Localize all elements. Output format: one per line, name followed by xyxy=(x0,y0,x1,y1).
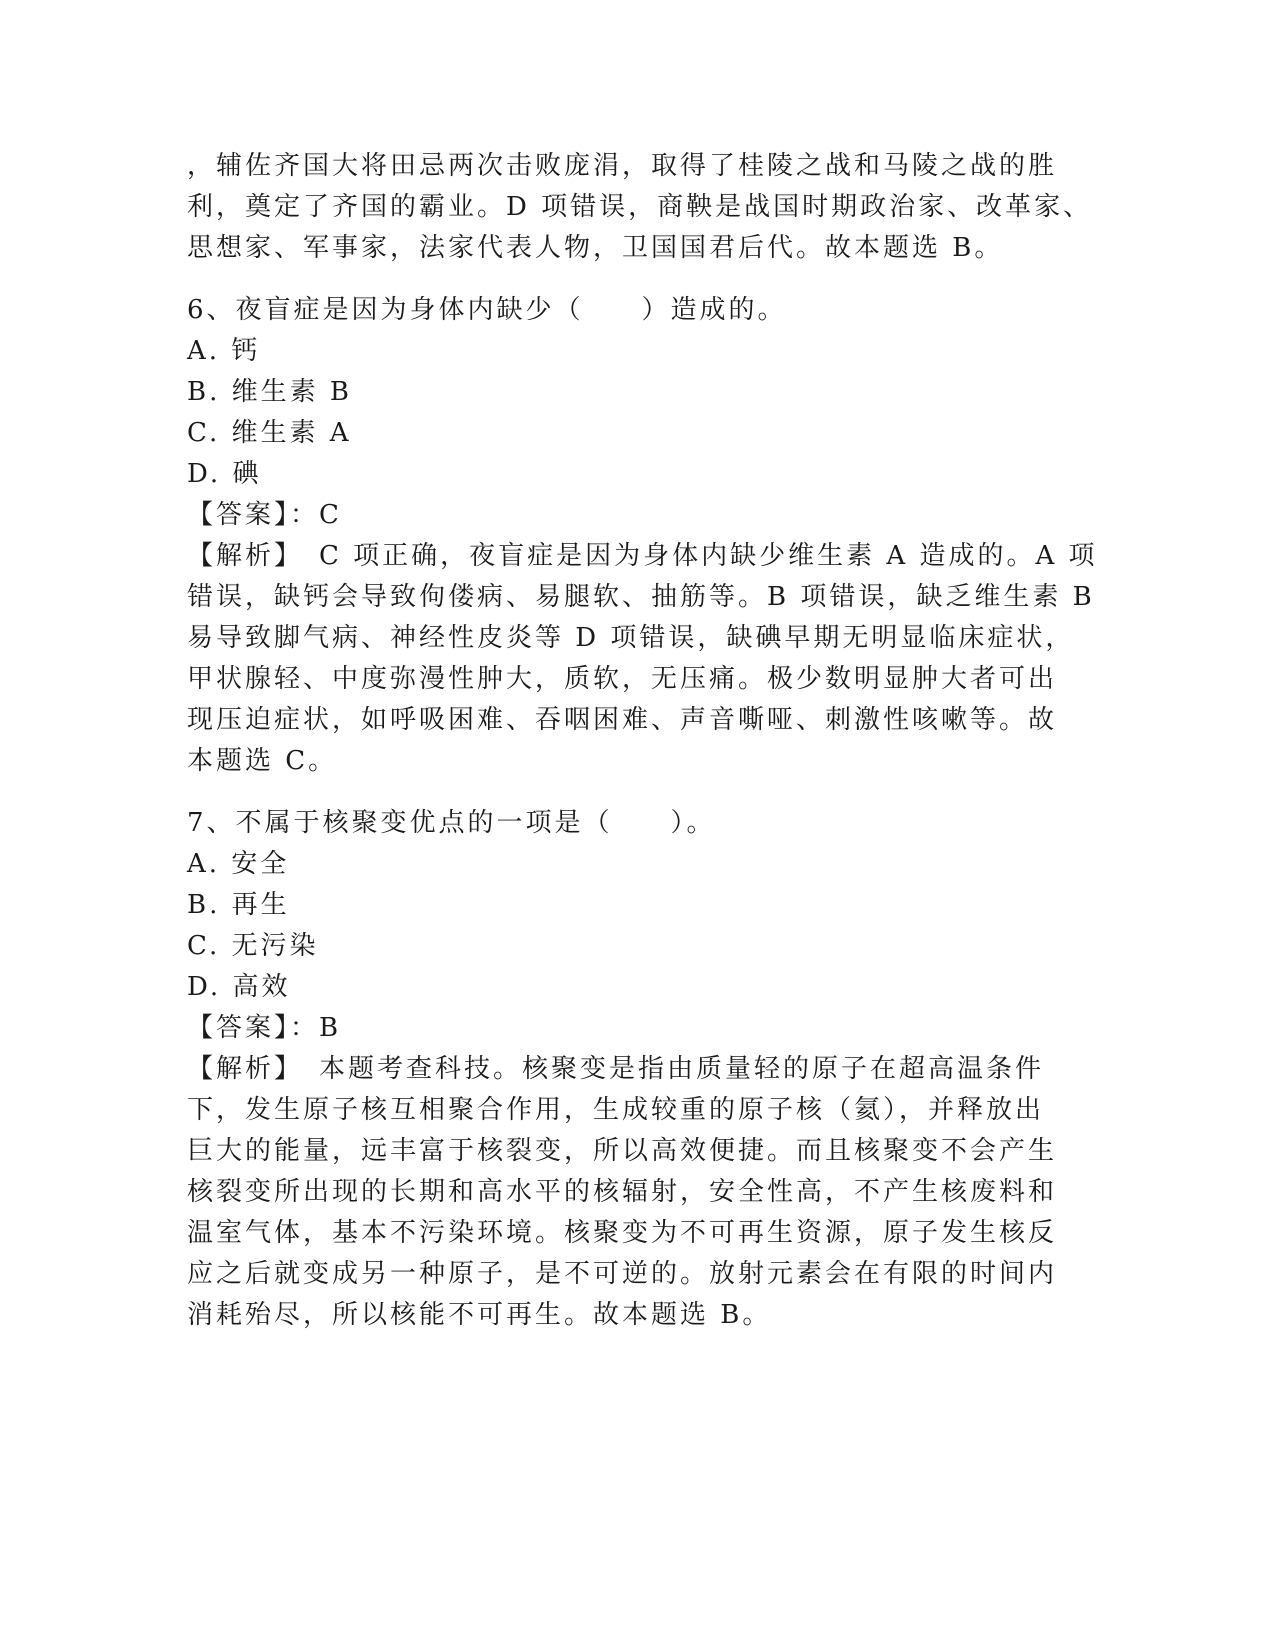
question-stem: 7、不属于核聚变优点的一项是（ ）。 xyxy=(187,808,716,838)
analysis-line: 易导致脚气病、神经性皮炎等 D 项错误，缺碘早期无明显临床症状， xyxy=(187,623,1075,653)
option-a: A. 钙 xyxy=(187,336,261,366)
option-b: B. 再生 xyxy=(187,890,290,920)
analysis-line: 错误，缺钙会导致佝偻病、易腿软、抽筋等。B 项错误，缺乏维生素 B xyxy=(187,582,1095,612)
analysis-line: 下，发生原子核互相聚合作用，生成较重的原子核（氦），并释放出 xyxy=(187,1095,1045,1125)
analysis-line: 巨大的能量，远丰富于核裂变，所以高效便捷。而且核聚变不会产生 xyxy=(187,1136,1058,1166)
answer: 【答案】：B xyxy=(187,1013,342,1043)
analysis xyxy=(187,1049,1087,1336)
option-c: C. 维生素 A xyxy=(187,418,352,448)
question-stem: 6、夜盲症是因为身体内缺少（ ）造成的。 xyxy=(187,295,787,325)
analysis-line: 甲状腺轻、中度弥漫性肿大，质软，无压痛。极少数明显肿大者可出 xyxy=(187,664,1058,694)
analysis xyxy=(187,536,1098,782)
analysis-line: 【解析】 本题考查科技。核聚变是指由质量轻的原子在超高温条件 xyxy=(187,1054,1045,1084)
option-c: C. 无污染 xyxy=(187,931,319,961)
analysis-line: 温室气体，基本不污染环境。核聚变为不可再生资源，原子发生核反 xyxy=(187,1218,1058,1248)
question-7 xyxy=(187,803,1087,1336)
analysis-line: 【解析】 C 项正确，夜盲症是因为身体内缺少维生素 A 造成的。A 项 xyxy=(187,541,1098,571)
analysis-line: 核裂变所出现的长期和高水平的核辐射，安全性高，不产生核废料和 xyxy=(187,1177,1058,1207)
analysis-line: 现压迫症状，如呼吸困难、吞咽困难、声音嘶哑、刺激性咳嗽等。故 xyxy=(187,705,1058,735)
explanation-line: ，辅佐齐国大将田忌两次击败庞涓，取得了桂陵之战和马陵之战的胜 xyxy=(187,151,1058,181)
document-content xyxy=(187,146,1098,1336)
explanation-line: 思想家、军事家，法家代表人物，卫国国君后代。故本题选 B。 xyxy=(187,233,1004,263)
answer: 【答案】：C xyxy=(187,500,342,530)
explanation-line: 利，奠定了齐国的霸业。D 项错误，商鞅是战国时期政治家、改革家、 xyxy=(187,192,1093,222)
analysis-line: 消耗殆尽，所以核能不可再生。故本题选 B。 xyxy=(187,1300,772,1330)
option-d: D. 碘 xyxy=(187,459,262,489)
analysis-line: 应之后就变成另一种原子，是不可逆的。放射元素会在有限的时间内 xyxy=(187,1259,1058,1289)
option-a: A. 安全 xyxy=(187,849,290,879)
prev-explanation xyxy=(187,146,1093,269)
question-6 xyxy=(187,290,1098,782)
option-d: D. 高效 xyxy=(187,972,291,1002)
analysis-line: 本题选 C。 xyxy=(187,746,338,776)
option-b: B. 维生素 B xyxy=(187,377,353,407)
